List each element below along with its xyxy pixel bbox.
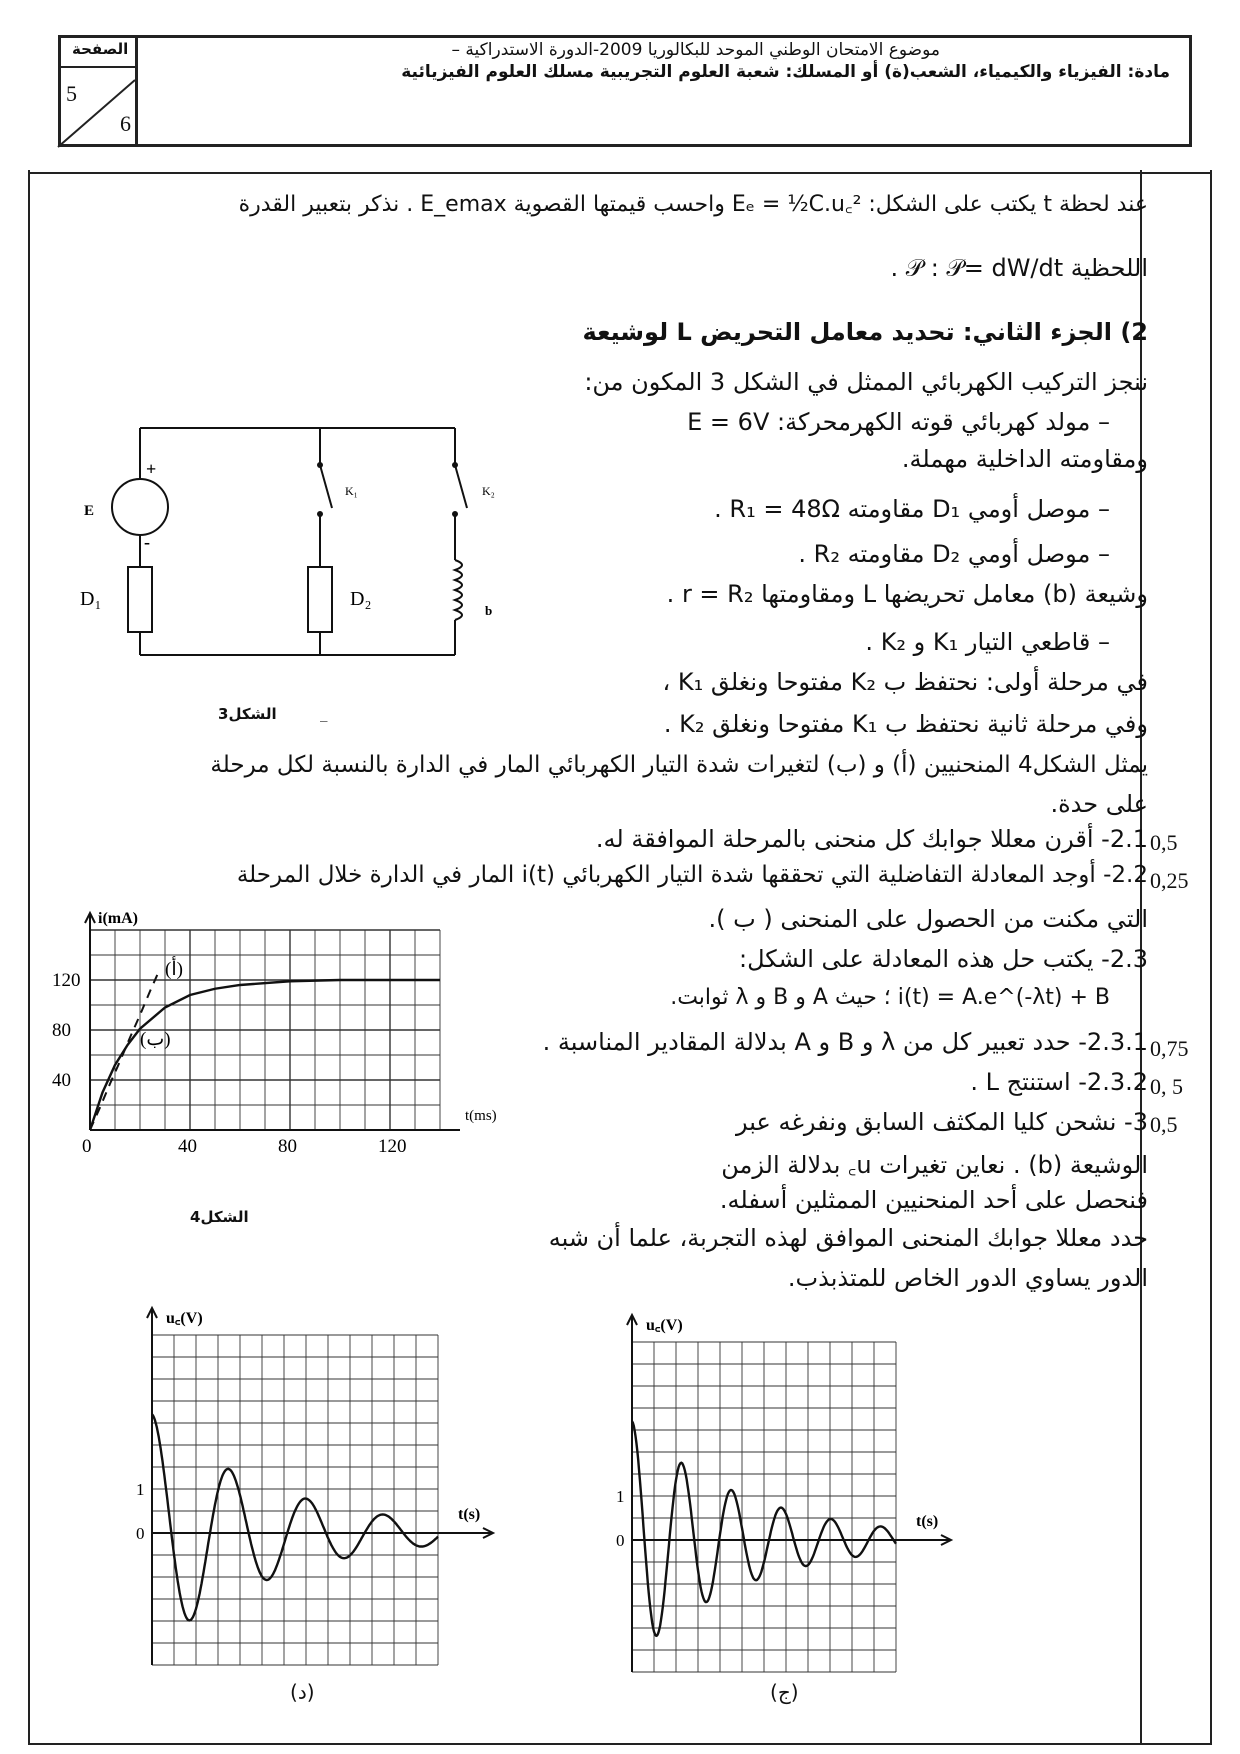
page-number-box <box>58 35 138 147</box>
y-tick-label: 0 <box>616 1531 625 1550</box>
line-coil: وشيعة (b) معامل تحريضها L ومقاومتها r = R₂ . <box>666 580 1148 608</box>
line-power: اللحظية 𝒫 : 𝒫= dW/dt . <box>890 254 1148 282</box>
question-2-3-equation: i(t) = A.e^(-λt) + B ؛ حيث A و B و λ ثوابت. <box>670 985 1110 1010</box>
graph-j-label: (ج) <box>770 1680 799 1704</box>
graph-j <box>616 1300 1010 1660</box>
x-tick-label: 0 <box>82 1136 92 1157</box>
x-axis-label: t(s) <box>916 1513 939 1530</box>
y-tick-label: 1 <box>136 1480 145 1499</box>
x-tick-label: 120 <box>378 1136 407 1157</box>
line-circuit-intro: ننجز التركيب الكهربائي الممثل في الشكل 3 المكون من: <box>584 368 1148 396</box>
label-d2: D₂ <box>350 588 372 610</box>
figure-3-dash: _ <box>320 704 328 722</box>
question-3-a: 3- نشحن كليا المكثف السابق ونفرغه عبر <box>736 1108 1148 1136</box>
y-tick-label: 40 <box>52 1070 71 1091</box>
line-switches: – قاطعي التيار K₁ و K₂ . <box>865 628 1110 656</box>
figure-4-chart <box>40 905 550 1185</box>
label-k1: K₁ <box>345 484 358 498</box>
x-tick-label: 80 <box>278 1136 297 1157</box>
line-phase-1: في مرحلة أولى: نحتفظ ب K₂ مفتوحا ونغلق K₁ ، <box>662 668 1148 696</box>
x-axis-label: t(s) <box>458 1506 481 1523</box>
question-2-3: 2.3- يكتب حل هذه المعادلة على الشكل: <box>739 945 1148 973</box>
page-label: الصفحة <box>72 40 129 58</box>
line-resistor-d2: – موصل أومي D₂ مقاومته R₂ . <box>798 540 1110 568</box>
y-tick-label: 1 <box>616 1487 625 1506</box>
coil-b <box>455 560 462 620</box>
question-2-1: 2.1- أقرن معللا جوابك كل منحنى بالمرحلة الموافقة له. <box>595 825 1148 853</box>
mark-2-3-2: 0, 5 <box>1150 1074 1183 1099</box>
generator-symbol <box>112 479 168 535</box>
question-2-2-b: التي مكنت من الحصول على المنحنى ( ب ). <box>708 905 1148 933</box>
label-e: E <box>84 503 95 519</box>
label-minus: - <box>144 532 150 552</box>
part-2-title: 2) الجزء الثاني: تحديد معامل التحريض L لوشيعة <box>582 318 1148 346</box>
question-3-c: فنحصل على أحد المنحنيين الممثلين أسفله. <box>719 1186 1148 1214</box>
page-border-left <box>28 170 30 1745</box>
resistor-d2 <box>308 567 332 632</box>
y-tick-label: 80 <box>52 1020 71 1041</box>
page-border-bottom <box>28 1743 1212 1745</box>
header-line-2: مادة: الفيزياء والكيمياء، الشعب(ة) أو المسلك: شعبة العلوم التجريبية مسلك العلوم الفيزيائية <box>401 62 1170 82</box>
line-resistor-d1: – موصل أومي D₁ مقاومته R₁ = 48Ω . <box>714 495 1110 523</box>
mark-2-2: 0,25 <box>1150 868 1189 893</box>
switch-k1 <box>320 465 332 508</box>
label-d1: D₁ <box>80 588 102 610</box>
y-tick-label: 0 <box>136 1524 145 1543</box>
page-total: 6 <box>120 111 131 136</box>
header-line-1: موضوع الامتحان الوطني الموحد للبكالوريا 2009-الدورة الاستدراكية – <box>451 40 940 60</box>
question-2-3-1: 2.3.1- حدد تعبير كل من λ و B و A بدلالة المقادير المناسبة . <box>542 1028 1148 1056</box>
mark-3: 0,5 <box>1150 1112 1178 1137</box>
line-fig4-intro: يمثل الشكل4 المنحنيين (أ) و (ب) لتغيرات شدة التيار الكهربائي المار في الدارة بالنسبة لكل مرحلة <box>210 752 1148 778</box>
y-axis-label: i(mA) <box>98 910 138 927</box>
line-separately: على حدة. <box>1050 790 1148 818</box>
x-axis-label: t(ms) <box>465 1108 497 1124</box>
label-plus: + <box>146 459 157 479</box>
question-3-b: الوشيعة (b) . نعاين تغيرات u꜀ بدلالة الزمن <box>721 1151 1148 1179</box>
line-internal-resistance: ومقاومته الداخلية مهملة. <box>901 445 1148 473</box>
resistor-d1 <box>128 567 152 632</box>
question-2-2-a: 2.2- أوجد المعادلة التفاضلية التي تحققها شدة التيار الكهربائي i(t) المار في الدارة خلال المرحلة <box>236 862 1148 888</box>
y-axis-label: u꜀(V) <box>166 1310 203 1327</box>
x-tick-label: 40 <box>178 1136 197 1157</box>
graph-d <box>136 1290 560 1660</box>
page-border-right <box>1210 170 1212 1745</box>
page-border-top <box>28 172 1212 174</box>
switch-k2 <box>455 465 467 508</box>
line-energy: عند لحظة t يكتب على الشكل: Eₑ = ½C.u꜀² واحسب قيمتها القصوية E_emax . نذكر بتعبير القدرة <box>238 192 1148 217</box>
mark-2-3-1: 0,75 <box>1150 1036 1189 1061</box>
y-tick-label: 120 <box>52 970 81 991</box>
circuit-diagram <box>80 420 500 670</box>
graph-d-label: (د) <box>290 1680 315 1704</box>
page-number: 5 <box>66 81 77 106</box>
series-a-label: (أ) <box>165 959 183 980</box>
line-generator: – مولد كهربائي قوته الكهرمحركة: E = 6V <box>687 408 1110 436</box>
line-phase-2: وفي مرحلة ثانية نحتفظ ب K₁ مفتوحا ونغلق K₂ . <box>663 710 1148 738</box>
figure-4-caption: الشكل4 <box>190 1208 249 1226</box>
figure-3-caption: الشكل3 <box>218 705 277 723</box>
question-3-e: الدور يساوي الدور الخاص للمتذبذب. <box>787 1264 1148 1292</box>
mark-2-1: 0,5 <box>1150 830 1178 855</box>
y-axis-label: u꜀(V) <box>646 1317 683 1334</box>
question-3-d: حدد معللا جوابك المنحنى الموافق لهذه التجربة، علما أن شبه <box>548 1224 1148 1252</box>
question-2-3-2: 2.3.2- استنتج L . <box>970 1068 1148 1096</box>
label-b: b <box>485 603 493 618</box>
label-k2: K₂ <box>482 484 495 498</box>
series-b-label: (ب) <box>140 1029 171 1050</box>
